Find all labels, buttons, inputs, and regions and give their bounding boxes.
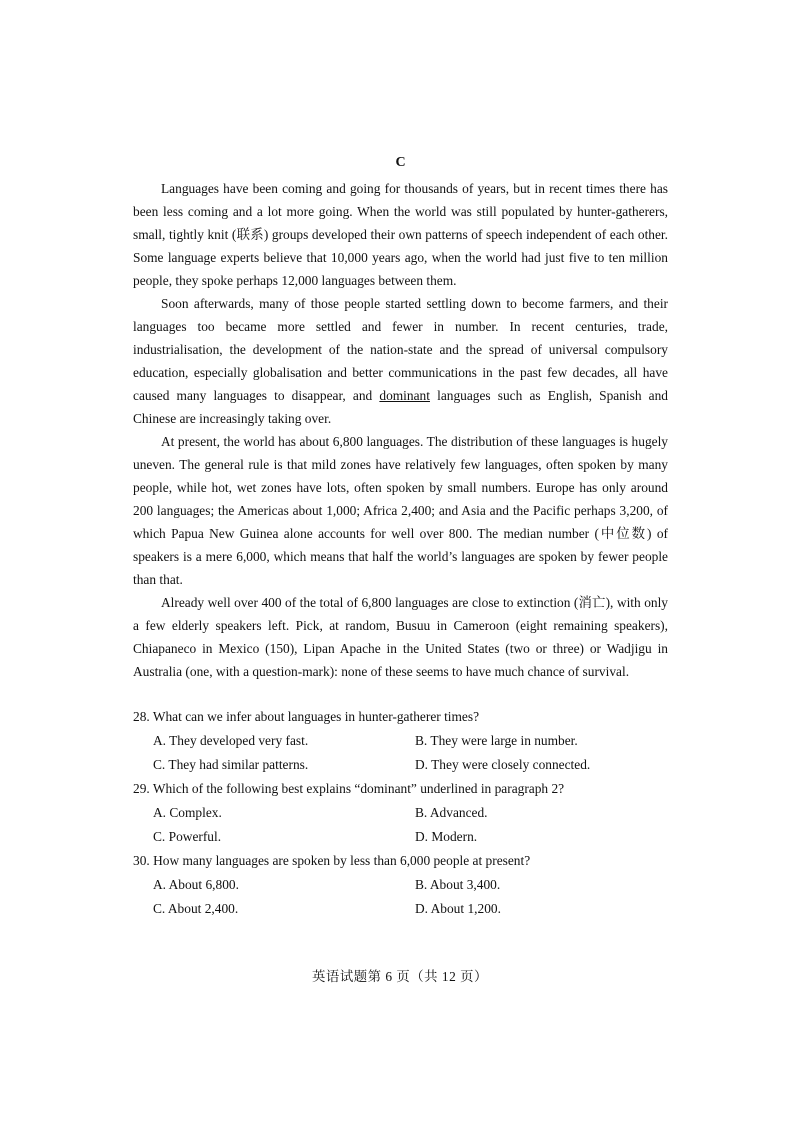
question-stem: 28. What can we infer about languages in hunter-gatherer times? xyxy=(133,709,480,724)
option-b: B. They were large in number. xyxy=(415,733,578,748)
option-d: D. Modern. xyxy=(415,829,478,844)
option-a: A. Complex. xyxy=(153,805,222,820)
paragraph-2-text-after: languages such as English, Spanish and Chinese are increasingly taking over. xyxy=(133,388,668,426)
option-c: C. About 2,400. xyxy=(153,901,239,916)
option-d: D. About 1,200. xyxy=(415,901,501,916)
paragraph-2 xyxy=(133,292,668,430)
option-b: B. Advanced. xyxy=(415,805,488,820)
exam-page xyxy=(133,155,668,921)
paragraph-1: Languages have been coming and going for thousands of years, but in recent times there has been less coming and a lot more going. When the world was still populated by hunter-gatherers, small, tightly knit (联系) groups developed their own patterns of speech independent of each other. Some language experts believe that 10,000 years ago, when the world had just five to ten million people, they spoke perhaps 12,000 languages between them. xyxy=(133,181,668,288)
option-d: D. They were closely connected. xyxy=(415,757,591,772)
question-list xyxy=(133,705,668,921)
question-30 xyxy=(133,849,668,921)
option-grid xyxy=(133,729,668,777)
option-c: C. They had similar patterns. xyxy=(153,757,309,772)
page-footer: 英语试题第 6 页（共 12 页） xyxy=(312,969,488,984)
paragraph-4: Already well over 400 of the total of 6,800 languages are close to extinction (消亡), with only a few elderly speakers left. Pick, at random, Busuu in Cameroon (eight remaining speakers), Chiapaneco in Mexico (150), Lipan Apache in the United States (two or three) or Wadjigu in Australia (one, with a question-mark): none of these seems to have much chance of survival. xyxy=(133,595,668,679)
section-title: C xyxy=(395,155,406,170)
option-grid xyxy=(133,801,668,849)
question-28 xyxy=(133,705,668,777)
option-a: A. They developed very fast. xyxy=(153,733,309,748)
paragraph-3: At present, the world has about 6,800 languages. The distribution of these languages is hugely uneven. The general rule is that mild zones have relatively few languages, often spoken by many people, while hot, wet zones have lots, often spoken by small numbers. Europe has only around 200 languages; the Americas about 1,000; Africa 2,400; and Asia and the Pacific perhaps 3,200, of which Papua New Guinea alone accounts for well over 800. The median number (中位数) of speakers is a mere 6,000, which means that half the world’s languages are spoken by fewer people than that. xyxy=(133,434,668,587)
paragraph-2-text-before: Soon afterwards, many of those people started settling down to become farmers, and their languages too became more settled and fewer in number. In recent centuries, trade, industrialisation, the development of the nation-state and the spread of universal compulsory education, especially globalisation and better communications in the past few decades, all have caused many languages to disappear, and xyxy=(133,296,668,403)
option-grid xyxy=(133,873,668,921)
option-c: C. Powerful. xyxy=(153,829,222,844)
question-29 xyxy=(133,777,668,849)
question-stem: 29. Which of the following best explains “dominant” underlined in paragraph 2? xyxy=(133,781,565,796)
option-b: B. About 3,400. xyxy=(415,877,501,892)
option-a: A. About 6,800. xyxy=(153,877,239,892)
question-stem: 30. How many languages are spoken by less than 6,000 people at present? xyxy=(133,853,531,868)
underlined-word-dominant: dominant xyxy=(379,388,430,403)
